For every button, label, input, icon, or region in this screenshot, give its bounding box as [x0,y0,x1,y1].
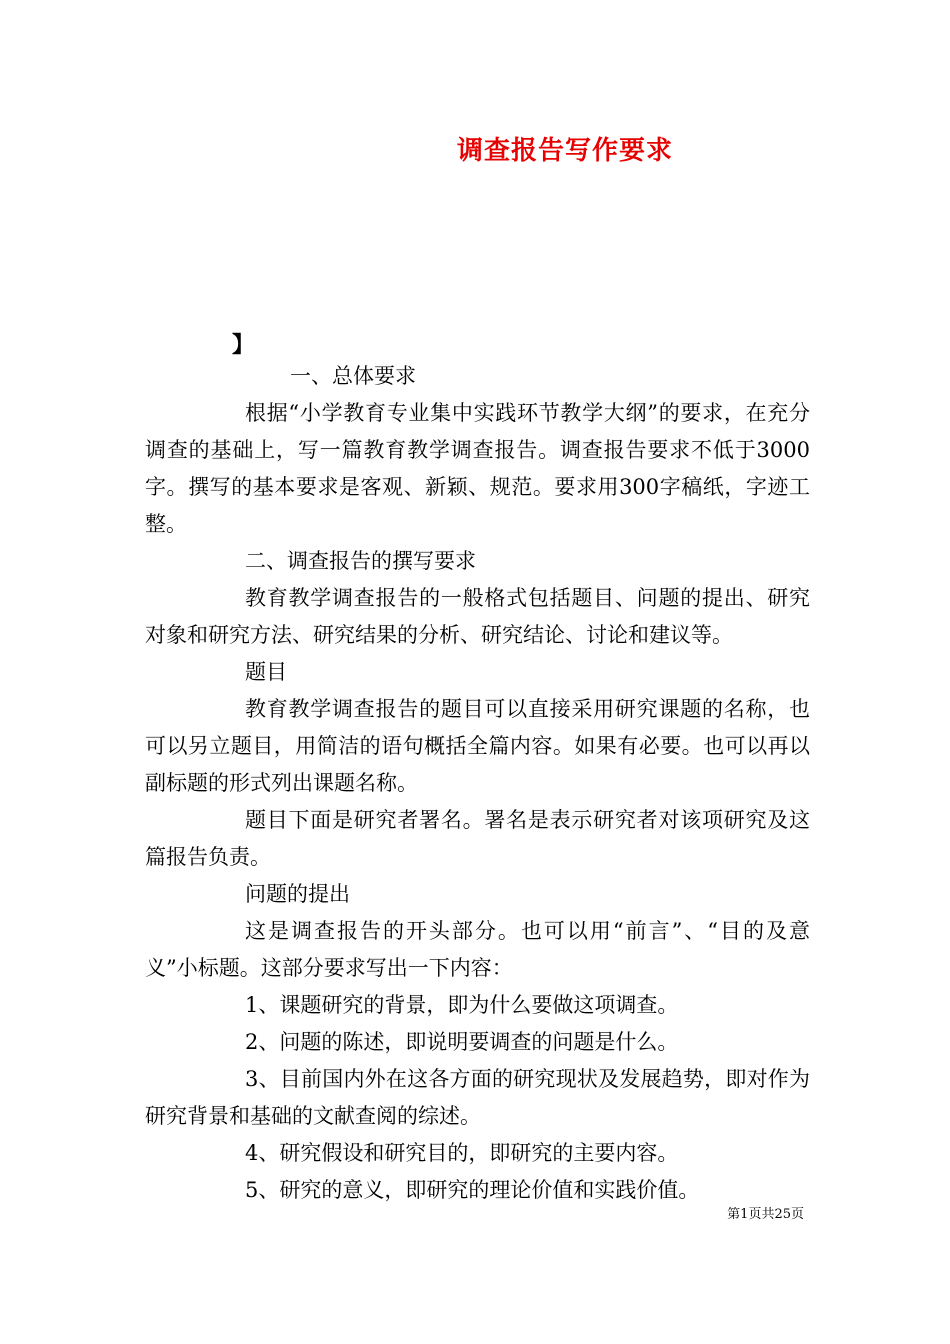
list-item-4: 4、研究假设和研究目的，即研究的主要内容。 [245,1141,679,1165]
section-heading-writing: 二、调查报告的撰写要求 [245,549,476,573]
document-body [145,358,810,1209]
subheading-problem: 问题的提出 [245,882,350,906]
paragraph-overall-requirements: 根据“小学教育专业集中实践环节教学大纲”的要求，在充分调查的基础上，写一篇教育教学调查报告。调查报告要求不低于3000字。撰写的基本要求是客观、新颖、规范。要求用300字稿纸，字迹工整。 [145,401,810,536]
list-item-5: 5、研究的意义，即研究的理论价值和实践价值。 [245,1178,700,1202]
paragraph-title: 教育教学调查报告的题目可以直接采用研究课题的名称，也可以另立题目，用简洁的语句概括全篇内容。如果有必要。也可以再以副标题的形式列出课题名称。 [145,697,810,795]
paragraph-problem: 这是调查报告的开头部分。也可以用“前言”、“目的及意义”小标题。这部分要求写出一下内容： [145,919,810,980]
document-title: 调查报告写作要求 [456,136,673,166]
page-number: 第1页共25页 [727,1207,804,1222]
bracket-mark: 】 [232,332,255,358]
list-item-2: 2、问题的陈述，即说明要调查的问题是什么。 [245,1030,679,1054]
list-item-3: 3、目前国内外在这各方面的研究现状及发展趋势，即对作为研究背景和基础的文献查阅的综述。 [145,1067,810,1128]
subheading-title: 题目 [245,660,287,684]
section-heading-overall: 一、总体要求 [290,364,416,388]
paragraph-format: 教育教学调查报告的一般格式包括题目、问题的提出、研究对象和研究方法、研究结果的分析、研究结论、讨论和建议等。 [145,586,810,647]
list-item-1: 1、课题研究的背景，即为什么要做这项调查。 [245,993,679,1017]
paragraph-signature: 题目下面是研究者署名。署名是表示研究者对该项研究及这篇报告负责。 [145,808,810,869]
